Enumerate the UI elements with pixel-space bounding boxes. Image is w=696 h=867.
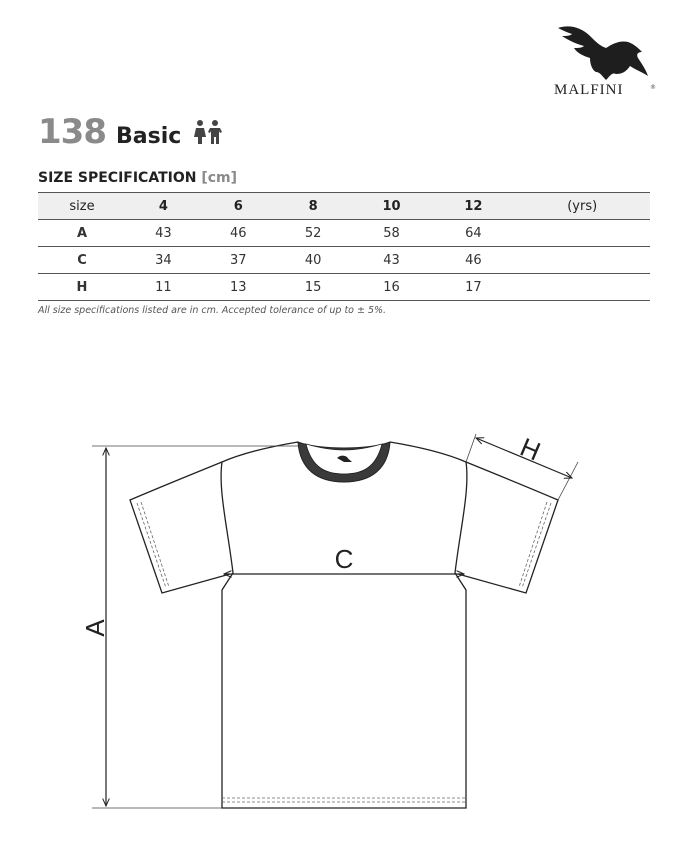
table-cell-empty xyxy=(514,274,650,301)
header-size: 12 xyxy=(433,193,515,220)
header-size-label: size xyxy=(38,193,126,220)
row-label: H xyxy=(38,274,126,301)
table-row xyxy=(38,274,650,301)
registered-mark: ® xyxy=(650,84,656,91)
table-cell: 43 xyxy=(351,247,433,274)
right-sleeve-stitch xyxy=(519,502,551,588)
product-code: 138 xyxy=(38,112,106,152)
table-cell: 17 xyxy=(433,274,515,301)
table-cell-empty xyxy=(514,220,650,247)
header-size: 6 xyxy=(201,193,276,220)
tshirt-outline xyxy=(221,442,467,808)
table-cell: 40 xyxy=(276,247,351,274)
row-label: A xyxy=(38,220,126,247)
eagle-icon xyxy=(556,22,648,82)
tolerance-note: All size specifications listed are in cm. Accepted tolerance of up to ± 5%. xyxy=(38,305,387,316)
table-cell: 15 xyxy=(276,274,351,301)
table-cell: 43 xyxy=(126,220,201,247)
dimension-label-chest: C xyxy=(334,544,354,574)
product-title xyxy=(38,112,223,152)
table-cell: 64 xyxy=(433,220,515,247)
kids-icon xyxy=(193,119,223,145)
header-size: 10 xyxy=(351,193,433,220)
table-header-row xyxy=(38,193,650,220)
spec-heading xyxy=(38,170,237,186)
table-cell-empty xyxy=(514,247,650,274)
spec-heading-text: SIZE SPECIFICATION xyxy=(38,170,197,186)
brand-name: MALFINI xyxy=(554,82,624,98)
header-size: 8 xyxy=(276,193,351,220)
left-sleeve-stitch xyxy=(137,502,169,588)
table-cell: 52 xyxy=(276,220,351,247)
table-cell: 58 xyxy=(351,220,433,247)
malfini-logo xyxy=(548,22,658,102)
size-table xyxy=(38,192,650,301)
product-name: Basic xyxy=(115,124,182,149)
table-cell: 11 xyxy=(126,274,201,301)
table-row xyxy=(38,220,650,247)
row-label: C xyxy=(38,247,126,274)
header-unit: (yrs) xyxy=(514,193,650,220)
dimension-label-sleeve: H xyxy=(515,431,545,467)
table-cell: 34 xyxy=(126,247,201,274)
dimension-label-length: A xyxy=(80,619,110,637)
table-row xyxy=(38,247,650,274)
spec-unit: [cm] xyxy=(201,170,238,186)
header-size: 4 xyxy=(126,193,201,220)
tshirt-drawing xyxy=(0,400,696,840)
table-cell: 46 xyxy=(201,220,276,247)
table-cell: 13 xyxy=(201,274,276,301)
table-cell: 37 xyxy=(201,247,276,274)
table-cell: 46 xyxy=(433,247,515,274)
table-cell: 16 xyxy=(351,274,433,301)
